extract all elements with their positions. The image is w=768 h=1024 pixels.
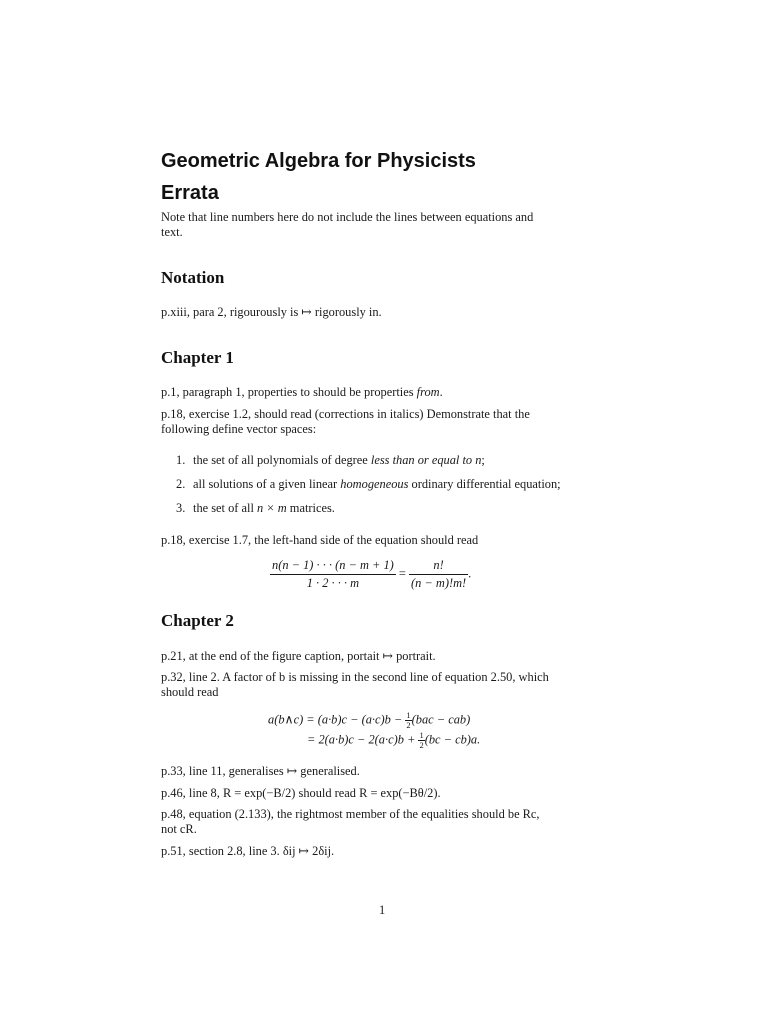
section-heading-chapter-2: Chapter 2 bbox=[161, 611, 234, 630]
chapter1-entry-2-line-1: p.18, exercise 1.2, should read (corrections in italics) Demonstrate that the bbox=[161, 407, 530, 421]
equation-lhs-fraction bbox=[270, 558, 396, 591]
equation-period: . bbox=[468, 566, 472, 581]
chapter2-entry-1: p.21, at the end of the figure caption, portait ↦ portrait. bbox=[161, 649, 436, 663]
chapter2-entry-2-line-2: should read bbox=[161, 685, 219, 699]
intro-note-line-2: text. bbox=[161, 225, 183, 239]
chapter1-entry-1 bbox=[161, 385, 443, 400]
equation-2-50-line-2 bbox=[307, 731, 480, 750]
chapter2-entry-5-line-1: p.48, equation (2.133), the rightmost member of the equalities should be Rc, bbox=[161, 807, 540, 821]
notation-entry: p.xiii, para 2, rigourously is ↦ rigorously in. bbox=[161, 305, 382, 319]
list-item-emphasis: homogeneous bbox=[340, 477, 409, 491]
chapter1-entry-3: p.18, exercise 1.7, the left-hand side of the equation should read bbox=[161, 533, 479, 547]
chapter2-entry-6: p.51, section 2.8, line 3. δij ↦ 2δij. bbox=[161, 844, 335, 858]
fraction-numerator: n! bbox=[409, 558, 468, 575]
list-item bbox=[176, 453, 485, 468]
equation-text: a(b∧c) = (a·b)c − (a·c)b − bbox=[268, 712, 406, 727]
equation-2-50-line-1 bbox=[268, 711, 470, 730]
fraction-denominator: 2 bbox=[406, 720, 411, 730]
list-item-number: 3. bbox=[176, 501, 186, 515]
list-item-text: ordinary differential equation; bbox=[408, 477, 561, 491]
equation-binomial bbox=[270, 558, 471, 591]
list-item-text: ; bbox=[481, 453, 485, 467]
section-heading-chapter-1: Chapter 1 bbox=[161, 348, 234, 367]
list-item bbox=[176, 501, 335, 516]
list-item-number: 2. bbox=[176, 477, 186, 491]
list-item-text: all solutions of a given linear bbox=[193, 477, 341, 491]
list-item-number: 1. bbox=[176, 453, 186, 467]
document-title: Geometric Algebra for Physicists bbox=[161, 150, 476, 172]
list-item-emphasis: less than or equal to n bbox=[370, 453, 482, 467]
fraction-denominator: 1 · 2 · · · m bbox=[306, 576, 360, 590]
document-subtitle: Errata bbox=[161, 182, 219, 204]
equation-text: = 2(a·b)c − 2(a·c)b + bbox=[307, 732, 419, 747]
entry-text: . bbox=[439, 385, 443, 399]
chapter2-entry-3: p.33, line 11, generalises ↦ generalised. bbox=[161, 764, 360, 778]
equation-rhs-fraction bbox=[409, 558, 468, 591]
chapter1-entry-2-line-2: following define vector spaces: bbox=[161, 422, 317, 436]
chapter2-entry-2-line-1: p.32, line 2. A factor of b is missing in the second line of equation 2.50, which bbox=[161, 670, 549, 684]
fraction-numerator: n(n − 1) · · · (n − m + 1) bbox=[270, 558, 396, 575]
equals-sign: = bbox=[398, 566, 409, 581]
list-item-text: the set of all polynomials of degree bbox=[193, 453, 371, 467]
entry-text: p.1, paragraph 1, properties to should be properties bbox=[161, 385, 417, 399]
equation-text: (bc − cb)a. bbox=[424, 732, 481, 747]
intro-note-line-1: Note that line numbers here do not include the lines between equations and bbox=[161, 210, 534, 224]
list-item bbox=[176, 477, 561, 492]
page-number: 1 bbox=[379, 903, 386, 917]
chapter2-entry-4: p.46, line 8, R = exp(−B/2) should read R = exp(−Bθ/2). bbox=[161, 786, 441, 800]
fraction-denominator: 2 bbox=[419, 740, 424, 750]
fraction-numerator: 1 bbox=[406, 710, 411, 720]
fraction-denominator: (n − m)!m! bbox=[411, 576, 467, 590]
section-heading-notation: Notation bbox=[161, 268, 225, 287]
list-item-text: matrices. bbox=[286, 501, 335, 515]
entry-emphasis: from bbox=[416, 385, 440, 399]
chapter2-entry-5-line-2: not cR. bbox=[161, 822, 197, 836]
list-item-emphasis: n × m bbox=[257, 501, 287, 515]
list-item-text: the set of all bbox=[193, 501, 257, 515]
fraction-numerator: 1 bbox=[419, 730, 424, 740]
equation-text: (bac − cab) bbox=[411, 712, 471, 727]
